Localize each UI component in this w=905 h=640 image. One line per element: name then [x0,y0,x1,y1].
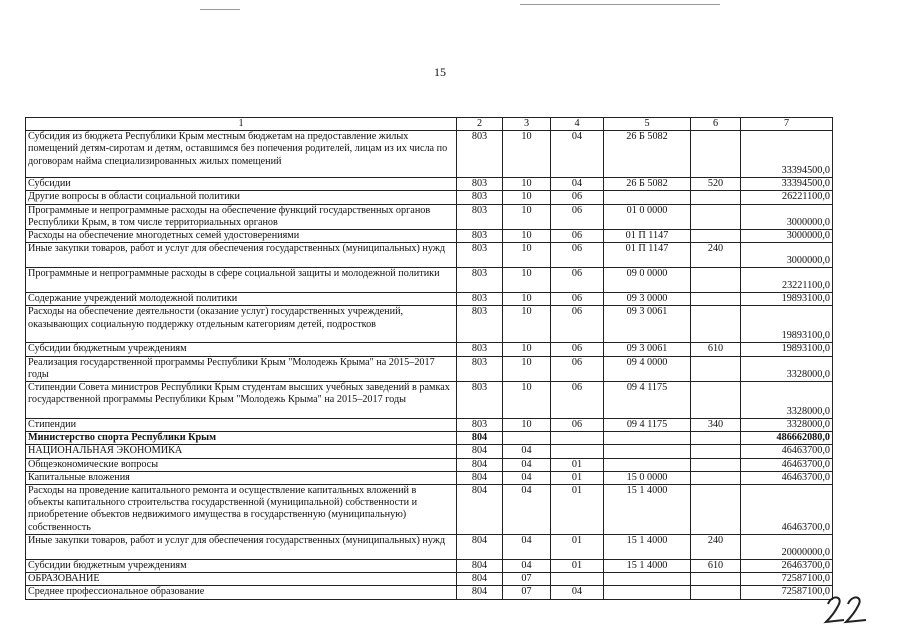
code-cell-c5: 01 0 0000 [604,204,691,229]
table-row [26,268,833,293]
code-cell-c5 [604,586,691,599]
code-cell-c6 [691,293,741,306]
table-row [26,356,833,381]
code-cell-c6 [691,458,741,471]
row-name-cell: Расходы на проведение капитального ремонта и осуществление капитальных вложений в объекты капитального строительства государственной (муниципальной) собственности и приобретение объектов недвижимого имущества в государственную (муниципальную) собственность [26,485,457,535]
code-cell-c3: 04 [503,458,551,471]
amount-cell: 72587100,0 [741,586,833,599]
column-header: 5 [604,118,691,131]
table-row [26,586,833,599]
amount-cell: 33394500,0 [741,178,833,191]
code-cell-c5: 01 П 1147 [604,243,691,268]
code-cell-c4: 01 [551,458,604,471]
code-cell-c2: 803 [457,268,503,293]
code-cell-c6 [691,268,741,293]
code-cell-c2: 803 [457,419,503,432]
column-header-row [26,118,833,131]
row-name-cell: Реализация государственной программы Республики Крым "Молодежь Крыма" на 2015–2017 годы [26,356,457,381]
code-cell-c3: 10 [503,306,551,343]
handwritten-page-mark [822,592,870,626]
code-cell-c6 [691,306,741,343]
code-cell-c6 [691,432,741,445]
amount-cell: 19893100,0 [741,293,833,306]
code-cell-c2: 804 [457,535,503,560]
row-name-cell: Субсидии бюджетным учреждениям [26,343,457,356]
code-cell-c4: 06 [551,243,604,268]
code-cell-c6: 520 [691,178,741,191]
code-cell-c2: 803 [457,293,503,306]
code-cell-c5: 01 П 1147 [604,230,691,243]
code-cell-c5: 09 3 0061 [604,306,691,343]
row-name-cell: Иные закупки товаров, работ и услуг для обеспечения государственных (муниципальных) нужд [26,535,457,560]
amount-cell: 3328000,0 [741,382,833,419]
code-cell-c3: 10 [503,382,551,419]
table-row [26,204,833,229]
code-cell-c4: 01 [551,485,604,535]
row-name-cell: Другие вопросы в области социальной политики [26,191,457,204]
code-cell-c3: 04 [503,445,551,458]
code-cell-c4: 06 [551,191,604,204]
table-row [26,243,833,268]
table-row [26,230,833,243]
code-cell-c4: 04 [551,131,604,178]
amount-cell: 3000000,0 [741,230,833,243]
code-cell-c3 [503,432,551,445]
code-cell-c3: 10 [503,131,551,178]
code-cell-c4 [551,445,604,458]
amount-cell: 19893100,0 [741,343,833,356]
code-cell-c4: 06 [551,343,604,356]
code-cell-c5: 09 3 0061 [604,343,691,356]
column-header: 7 [741,118,833,131]
amount-cell: 46463700,0 [741,485,833,535]
code-cell-c3: 10 [503,230,551,243]
table-row [26,445,833,458]
code-cell-c2: 803 [457,343,503,356]
row-name-cell: Министерство спорта Республики Крым [26,432,457,445]
amount-cell: 33394500,0 [741,131,833,178]
code-cell-c2: 804 [457,485,503,535]
code-cell-c2: 803 [457,306,503,343]
table-row [26,573,833,586]
code-cell-c5: 09 4 0000 [604,356,691,381]
code-cell-c5: 09 0 0000 [604,268,691,293]
code-cell-c5: 26 Б 5082 [604,178,691,191]
code-cell-c5: 15 0 0000 [604,471,691,484]
amount-cell: 3328000,0 [741,419,833,432]
code-cell-c4: 04 [551,178,604,191]
amount-cell: 19893100,0 [741,306,833,343]
code-cell-c4: 06 [551,419,604,432]
code-cell-c2: 804 [457,458,503,471]
code-cell-c6 [691,573,741,586]
code-cell-c2: 804 [457,445,503,458]
code-cell-c5 [604,458,691,471]
code-cell-c3: 04 [503,535,551,560]
amount-cell: 46463700,0 [741,445,833,458]
code-cell-c4 [551,432,604,445]
code-cell-c3: 10 [503,204,551,229]
code-cell-c2: 803 [457,191,503,204]
code-cell-c2: 803 [457,204,503,229]
table-row [26,306,833,343]
code-cell-c6: 340 [691,419,741,432]
row-name-cell: НАЦИОНАЛЬНАЯ ЭКОНОМИКА [26,445,457,458]
row-name-cell: ОБРАЗОВАНИЕ [26,573,457,586]
code-cell-c3: 04 [503,485,551,535]
code-cell-c5: 09 4 1175 [604,382,691,419]
code-cell-c6 [691,131,741,178]
column-header: 3 [503,118,551,131]
top-scan-line-left [200,9,240,10]
code-cell-c2: 803 [457,243,503,268]
column-header: 1 [26,118,457,131]
row-name-cell: Стипендии Совета министров Республики Крым студентам высших учебных заведений в рамках государственной программы Республики Крым "Молодежь Крыма" на 2015–2017 годы [26,382,457,419]
code-cell-c4: 06 [551,356,604,381]
code-cell-c5: 15 1 4000 [604,560,691,573]
amount-cell: 26221100,0 [741,191,833,204]
code-cell-c3: 10 [503,268,551,293]
table-row [26,485,833,535]
code-cell-c2: 804 [457,432,503,445]
row-name-cell: Иные закупки товаров, работ и услуг для обеспечения государственных (муниципальных) нужд [26,243,457,268]
code-cell-c3: 04 [503,471,551,484]
code-cell-c5: 09 3 0000 [604,293,691,306]
code-cell-c6 [691,586,741,599]
table-row [26,458,833,471]
code-cell-c4: 06 [551,204,604,229]
row-name-cell: Субсидии бюджетным учреждениям [26,560,457,573]
code-cell-c3: 04 [503,560,551,573]
row-name-cell: Капитальные вложения [26,471,457,484]
code-cell-c5 [604,573,691,586]
code-cell-c6 [691,485,741,535]
code-cell-c5: 09 4 1175 [604,419,691,432]
table-row [26,178,833,191]
code-cell-c2: 804 [457,471,503,484]
code-cell-c5 [604,445,691,458]
code-cell-c2: 803 [457,230,503,243]
table-row [26,343,833,356]
amount-cell: 46463700,0 [741,471,833,484]
code-cell-c4: 01 [551,535,604,560]
row-name-cell: Субсидия из бюджета Республики Крым местным бюджетам на предоставление жилых помещений детям-сиротам и детям, оставшимся без попечения родителей, лицам из их числа по договорам найма специализированных жилых помещений [26,131,457,178]
code-cell-c6: 610 [691,560,741,573]
top-scan-line-right [520,4,720,5]
row-name-cell: Программные и непрограммные расходы на обеспечение функций государственных органов Республики Крым, в том числе территориальных органов [26,204,457,229]
code-cell-c5: 15 1 4000 [604,535,691,560]
code-cell-c6 [691,204,741,229]
code-cell-c3: 07 [503,573,551,586]
code-cell-c3: 10 [503,243,551,268]
table-row [26,382,833,419]
code-cell-c5 [604,432,691,445]
code-cell-c2: 804 [457,573,503,586]
code-cell-c5: 26 Б 5082 [604,131,691,178]
code-cell-c3: 07 [503,586,551,599]
code-cell-c2: 803 [457,356,503,381]
code-cell-c2: 804 [457,560,503,573]
code-cell-c6: 240 [691,243,741,268]
code-cell-c6: 240 [691,535,741,560]
table-row [26,131,833,178]
code-cell-c5 [604,191,691,204]
code-cell-c4: 01 [551,560,604,573]
code-cell-c4: 04 [551,586,604,599]
code-cell-c6 [691,191,741,204]
amount-cell: 3328000,0 [741,356,833,381]
amount-cell: 46463700,0 [741,458,833,471]
table-row [26,191,833,204]
amount-cell: 26463700,0 [741,560,833,573]
budget-table [25,117,833,600]
amount-cell: 3000000,0 [741,204,833,229]
code-cell-c4: 01 [551,471,604,484]
code-cell-c4: 06 [551,293,604,306]
table-row [26,419,833,432]
row-name-cell: Стипендии [26,419,457,432]
table-row [26,535,833,560]
code-cell-c4: 06 [551,268,604,293]
code-cell-c2: 804 [457,586,503,599]
code-cell-c2: 803 [457,131,503,178]
amount-cell: 20000000,0 [741,535,833,560]
table-row [26,432,833,445]
code-cell-c3: 10 [503,293,551,306]
amount-cell: 3000000,0 [741,243,833,268]
column-header: 2 [457,118,503,131]
amount-cell: 72587100,0 [741,573,833,586]
amount-cell: 23221100,0 [741,268,833,293]
code-cell-c4 [551,573,604,586]
code-cell-c6 [691,445,741,458]
column-header: 6 [691,118,741,131]
code-cell-c5: 15 1 4000 [604,485,691,535]
row-name-cell: Общеэкономические вопросы [26,458,457,471]
code-cell-c3: 10 [503,178,551,191]
amount-cell: 486662080,0 [741,432,833,445]
code-cell-c3: 10 [503,343,551,356]
code-cell-c6 [691,471,741,484]
table-row [26,471,833,484]
code-cell-c6 [691,382,741,419]
row-name-cell: Содержание учреждений молодежной политики [26,293,457,306]
row-name-cell: Расходы на обеспечение многодетных семей удостоверениями [26,230,457,243]
code-cell-c6 [691,230,741,243]
page-number: 15 [434,65,446,79]
row-name-cell: Программные и непрограммные расходы в сфере социальной защиты и молодежной политики [26,268,457,293]
code-cell-c3: 10 [503,356,551,381]
table-row [26,560,833,573]
code-cell-c3: 10 [503,191,551,204]
code-cell-c3: 10 [503,419,551,432]
code-cell-c4: 06 [551,230,604,243]
table-row [26,293,833,306]
row-name-cell: Субсидии [26,178,457,191]
column-header: 4 [551,118,604,131]
code-cell-c6 [691,356,741,381]
code-cell-c4: 06 [551,382,604,419]
code-cell-c4: 06 [551,306,604,343]
row-name-cell: Расходы на обеспечение деятельности (оказание услуг) государственных учреждений, оказывающих социальную поддержку отдельным категориям детей, подростков [26,306,457,343]
row-name-cell: Среднее профессиональное образование [26,586,457,599]
code-cell-c6: 610 [691,343,741,356]
code-cell-c2: 803 [457,382,503,419]
code-cell-c2: 803 [457,178,503,191]
